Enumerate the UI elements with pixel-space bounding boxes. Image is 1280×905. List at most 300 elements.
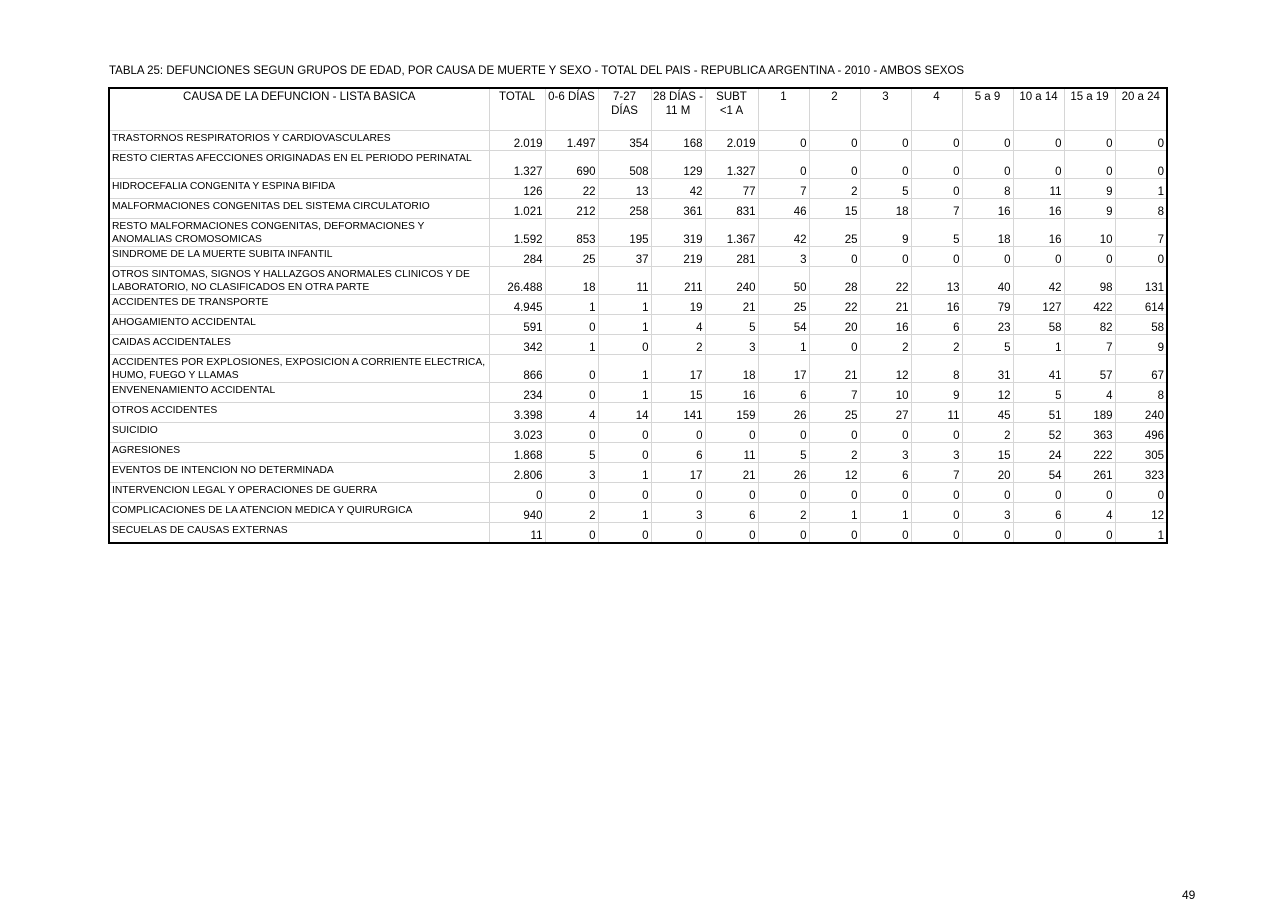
value-cell: 0 [911,179,962,199]
value-cell: 354 [598,131,651,151]
value-cell: 2 [809,179,860,199]
value-cell: 21 [705,463,758,483]
value-cell: 10 [1064,219,1115,247]
value-cell: 5 [758,443,809,463]
column-header: 2 [809,88,860,131]
value-cell: 26 [758,463,809,483]
table-row [109,423,1167,443]
value-cell: 5 [1013,383,1064,403]
cause-cell: TRASTORNOS RESPIRATORIOS Y CARDIOVASCULARES [109,131,489,151]
value-cell: 5 [545,443,598,463]
value-cell: 42 [758,219,809,247]
value-cell: 0 [809,131,860,151]
value-cell: 25 [758,295,809,315]
value-cell: 7 [1115,219,1167,247]
table-row [109,151,1167,179]
value-cell: 0 [911,247,962,267]
value-cell: 0 [1064,131,1115,151]
value-cell: 12 [1115,503,1167,523]
value-cell: 20 [962,463,1013,483]
cause-cell: INTERVENCION LEGAL Y OPERACIONES DE GUERRA [109,483,489,503]
table-row [109,315,1167,335]
value-cell: 11 [911,403,962,423]
value-cell: 0 [598,523,651,544]
value-cell: 50 [758,267,809,295]
value-cell: 131 [1115,267,1167,295]
value-cell: 14 [598,403,651,423]
value-cell: 3.398 [489,403,545,423]
value-cell: 13 [911,267,962,295]
value-cell: 4 [1064,503,1115,523]
value-cell: 0 [911,423,962,443]
value-cell: 16 [911,295,962,315]
value-cell: 3 [651,503,705,523]
value-cell: 20 [809,315,860,335]
value-cell: 6 [1013,503,1064,523]
value-cell: 3 [911,443,962,463]
column-header: 20 a 24 [1115,88,1167,131]
value-cell: 319 [651,219,705,247]
value-cell: 0 [911,131,962,151]
value-cell: 0 [809,151,860,179]
column-header: CAUSA DE LA DEFUNCION - LISTA BASICA [109,88,489,131]
value-cell: 42 [1013,267,1064,295]
value-cell: 12 [962,383,1013,403]
value-cell: 19 [651,295,705,315]
value-cell: 1.497 [545,131,598,151]
value-cell: 40 [962,267,1013,295]
value-cell: 15 [651,383,705,403]
cause-cell: ACCIDENTES DE TRANSPORTE [109,295,489,315]
cause-cell: CAIDAS ACCIDENTALES [109,335,489,355]
cause-cell: SECUELAS DE CAUSAS EXTERNAS [109,523,489,544]
cause-cell: HIDROCEFALIA CONGENITA Y ESPINA BIFIDA [109,179,489,199]
value-cell: 16 [705,383,758,403]
value-cell: 0 [809,247,860,267]
value-cell: 7 [1064,335,1115,355]
table-row [109,179,1167,199]
value-cell: 77 [705,179,758,199]
value-cell: 496 [1115,423,1167,443]
value-cell: 219 [651,247,705,267]
column-header: 10 a 14 [1013,88,1064,131]
value-cell: 2.019 [705,131,758,151]
value-cell: 6 [758,383,809,403]
value-cell: 2 [758,503,809,523]
value-cell: 0 [860,247,911,267]
value-cell: 0 [545,423,598,443]
column-header: 0-6 DÍAS [545,88,598,131]
value-cell: 0 [962,523,1013,544]
value-cell: 0 [1013,483,1064,503]
value-cell: 1 [1115,523,1167,544]
value-cell: 853 [545,219,598,247]
value-cell: 16 [1013,219,1064,247]
value-cell: 7 [758,179,809,199]
value-cell: 9 [1064,199,1115,219]
cause-cell: SINDROME DE LA MUERTE SUBITA INFANTIL [109,247,489,267]
value-cell: 6 [911,315,962,335]
value-cell: 0 [1013,247,1064,267]
value-cell: 0 [758,131,809,151]
cause-cell: OTROS ACCIDENTES [109,403,489,423]
table-row [109,335,1167,355]
column-header: 7-27 DÍAS [598,88,651,131]
value-cell: 9 [911,383,962,403]
value-cell: 11 [705,443,758,463]
column-header: 5 a 9 [962,88,1013,131]
value-cell: 0 [489,483,545,503]
value-cell: 8 [962,179,1013,199]
value-cell: 0 [545,483,598,503]
value-cell: 17 [651,463,705,483]
column-header: 1 [758,88,809,131]
value-cell: 3 [545,463,598,483]
value-cell: 0 [705,423,758,443]
value-cell: 22 [860,267,911,295]
value-cell: 54 [1013,463,1064,483]
table-row [109,463,1167,483]
value-cell: 0 [860,423,911,443]
value-cell: 57 [1064,355,1115,383]
value-cell: 1 [598,295,651,315]
value-cell: 52 [1013,423,1064,443]
deaths-table [108,87,1168,544]
value-cell: 9 [860,219,911,247]
cause-cell: MALFORMACIONES CONGENITAS DEL SISTEMA CIRCULATORIO [109,199,489,219]
value-cell: 614 [1115,295,1167,315]
value-cell: 42 [651,179,705,199]
value-cell: 5 [911,219,962,247]
value-cell: 0 [809,335,860,355]
value-cell: 3 [860,443,911,463]
column-header: TOTAL [489,88,545,131]
value-cell: 0 [545,355,598,383]
value-cell: 0 [598,423,651,443]
cause-cell: AGRESIONES [109,443,489,463]
value-cell: 2 [911,335,962,355]
table-row [109,295,1167,315]
value-cell: 0 [1064,151,1115,179]
value-cell: 1 [860,503,911,523]
value-cell: 0 [651,423,705,443]
value-cell: 363 [1064,423,1115,443]
value-cell: 0 [598,335,651,355]
value-cell: 22 [809,295,860,315]
value-cell: 12 [809,463,860,483]
value-cell: 4 [545,403,598,423]
value-cell: 0 [651,523,705,544]
value-cell: 0 [1013,523,1064,544]
value-cell: 26 [758,403,809,423]
cause-cell: RESTO MALFORMACIONES CONGENITAS, DEFORMACIONES Y ANOMALIAS CROMOSOMICAS [109,219,489,247]
value-cell: 0 [962,131,1013,151]
value-cell: 831 [705,199,758,219]
value-cell: 141 [651,403,705,423]
value-cell: 82 [1064,315,1115,335]
table-row [109,483,1167,503]
value-cell: 240 [1115,403,1167,423]
value-cell: 211 [651,267,705,295]
value-cell: 422 [1064,295,1115,315]
value-cell: 18 [705,355,758,383]
value-cell: 2.019 [489,131,545,151]
table-row [109,199,1167,219]
value-cell: 15 [962,443,1013,463]
value-cell: 7 [911,199,962,219]
value-cell: 2 [545,503,598,523]
value-cell: 222 [1064,443,1115,463]
value-cell: 11 [1013,179,1064,199]
value-cell: 45 [962,403,1013,423]
value-cell: 1 [809,503,860,523]
value-cell: 3 [705,335,758,355]
table-row [109,403,1167,423]
value-cell: 866 [489,355,545,383]
value-cell: 508 [598,151,651,179]
value-cell: 129 [651,151,705,179]
table-row [109,247,1167,267]
value-cell: 16 [1013,199,1064,219]
value-cell: 54 [758,315,809,335]
value-cell: 17 [651,355,705,383]
value-cell: 0 [1013,151,1064,179]
value-cell: 1 [545,335,598,355]
value-cell: 0 [860,523,911,544]
value-cell: 0 [598,483,651,503]
value-cell: 13 [598,179,651,199]
value-cell: 16 [860,315,911,335]
value-cell: 2.806 [489,463,545,483]
value-cell: 0 [545,523,598,544]
value-cell: 21 [860,295,911,315]
value-cell: 0 [598,443,651,463]
value-cell: 127 [1013,295,1064,315]
value-cell: 17 [758,355,809,383]
value-cell: 0 [1115,131,1167,151]
value-cell: 58 [1115,315,1167,335]
value-cell: 168 [651,131,705,151]
value-cell: 0 [809,423,860,443]
value-cell: 1.868 [489,443,545,463]
value-cell: 0 [860,131,911,151]
value-cell: 24 [1013,443,1064,463]
value-cell: 323 [1115,463,1167,483]
value-cell: 12 [860,355,911,383]
value-cell: 234 [489,383,545,403]
value-cell: 1.327 [705,151,758,179]
cause-cell: SUICIDIO [109,423,489,443]
value-cell: 0 [758,151,809,179]
value-cell: 342 [489,335,545,355]
value-cell: 0 [705,523,758,544]
value-cell: 0 [1064,483,1115,503]
cause-cell: OTROS SINTOMAS, SIGNOS Y HALLAZGOS ANORMALES CLINICOS Y DE LABORATORIO, NO CLASIFICADOS EN OTRA PARTE [109,267,489,295]
value-cell: 1 [1013,335,1064,355]
table-row [109,355,1167,383]
value-cell: 10 [860,383,911,403]
value-cell: 0 [1115,483,1167,503]
value-cell: 5 [705,315,758,335]
value-cell: 0 [911,151,962,179]
value-cell: 41 [1013,355,1064,383]
value-cell: 0 [962,483,1013,503]
value-cell: 7 [911,463,962,483]
column-header: 4 [911,88,962,131]
value-cell: 7 [809,383,860,403]
value-cell: 6 [651,443,705,463]
value-cell: 361 [651,199,705,219]
column-header: 15 a 19 [1064,88,1115,131]
value-cell: 46 [758,199,809,219]
column-header: 3 [860,88,911,131]
table-row [109,267,1167,295]
value-cell: 31 [962,355,1013,383]
value-cell: 9 [1064,179,1115,199]
value-cell: 1.592 [489,219,545,247]
table-row [109,219,1167,247]
table-title: TABLA 25: DEFUNCIONES SEGUN GRUPOS DE EDAD, POR CAUSA DE MUERTE Y SEXO - TOTAL DEL PAIS - REPUBLICA ARGENTINA - 2010 - AMBOS SEXOS [109,65,965,77]
value-cell: 18 [962,219,1013,247]
value-cell: 0 [911,503,962,523]
table-row [109,523,1167,544]
value-cell: 28 [809,267,860,295]
value-cell: 1.021 [489,199,545,219]
value-cell: 0 [758,423,809,443]
cause-cell: COMPLICACIONES DE LA ATENCION MEDICA Y QUIRURGICA [109,503,489,523]
value-cell: 284 [489,247,545,267]
value-cell: 940 [489,503,545,523]
value-cell: 1.367 [705,219,758,247]
value-cell: 51 [1013,403,1064,423]
value-cell: 0 [962,247,1013,267]
value-cell: 305 [1115,443,1167,463]
table-row [109,443,1167,463]
value-cell: 1 [598,315,651,335]
value-cell: 0 [705,483,758,503]
value-cell: 0 [911,483,962,503]
value-cell: 25 [809,219,860,247]
value-cell: 1.327 [489,151,545,179]
value-cell: 67 [1115,355,1167,383]
value-cell: 0 [1115,151,1167,179]
value-cell: 281 [705,247,758,267]
value-cell: 27 [860,403,911,423]
table-row [109,503,1167,523]
value-cell: 3 [758,247,809,267]
value-cell: 0 [1064,247,1115,267]
table-body [109,131,1167,544]
value-cell: 0 [758,523,809,544]
value-cell: 23 [962,315,1013,335]
value-cell: 189 [1064,403,1115,423]
value-cell: 1 [598,463,651,483]
value-cell: 25 [545,247,598,267]
value-cell: 2 [962,423,1013,443]
value-cell: 0 [962,151,1013,179]
value-cell: 1 [598,383,651,403]
value-cell: 2 [809,443,860,463]
value-cell: 98 [1064,267,1115,295]
value-cell: 37 [598,247,651,267]
value-cell: 1 [598,503,651,523]
value-cell: 11 [489,523,545,544]
value-cell: 0 [1013,131,1064,151]
column-header: SUBT <1 A [705,88,758,131]
cause-cell: ACCIDENTES POR EXPLOSIONES, EXPOSICION A CORRIENTE ELECTRICA, HUMO, FUEGO Y LLAMAS [109,355,489,383]
value-cell: 9 [1115,335,1167,355]
value-cell: 195 [598,219,651,247]
value-cell: 0 [809,523,860,544]
cause-cell: EVENTOS DE INTENCION NO DETERMINADA [109,463,489,483]
value-cell: 15 [809,199,860,219]
value-cell: 0 [545,383,598,403]
value-cell: 4 [1064,383,1115,403]
value-cell: 1 [1115,179,1167,199]
header-row [109,88,1167,131]
value-cell: 21 [705,295,758,315]
value-cell: 0 [545,315,598,335]
value-cell: 0 [860,483,911,503]
cause-cell: AHOGAMIENTO ACCIDENTAL [109,315,489,335]
value-cell: 8 [911,355,962,383]
value-cell: 1 [545,295,598,315]
value-cell: 4 [651,315,705,335]
value-cell: 159 [705,403,758,423]
value-cell: 258 [598,199,651,219]
value-cell: 0 [1115,247,1167,267]
value-cell: 79 [962,295,1013,315]
value-cell: 22 [545,179,598,199]
value-cell: 126 [489,179,545,199]
value-cell: 240 [705,267,758,295]
column-header: 28 DÍAS - 11 M [651,88,705,131]
value-cell: 3.023 [489,423,545,443]
value-cell: 26.488 [489,267,545,295]
table-row [109,383,1167,403]
value-cell: 0 [809,483,860,503]
value-cell: 16 [962,199,1013,219]
value-cell: 4.945 [489,295,545,315]
value-cell: 5 [860,179,911,199]
value-cell: 6 [705,503,758,523]
value-cell: 18 [545,267,598,295]
value-cell: 25 [809,403,860,423]
value-cell: 0 [911,523,962,544]
value-cell: 5 [962,335,1013,355]
page-number: 49 [1182,888,1196,902]
value-cell: 11 [598,267,651,295]
value-cell: 261 [1064,463,1115,483]
value-cell: 2 [651,335,705,355]
value-cell: 18 [860,199,911,219]
value-cell: 0 [860,151,911,179]
value-cell: 8 [1115,383,1167,403]
value-cell: 0 [1064,523,1115,544]
value-cell: 690 [545,151,598,179]
value-cell: 0 [758,483,809,503]
value-cell: 0 [651,483,705,503]
cause-cell: ENVENENAMIENTO ACCIDENTAL [109,383,489,403]
value-cell: 1 [598,355,651,383]
table-row [109,131,1167,151]
value-cell: 8 [1115,199,1167,219]
value-cell: 212 [545,199,598,219]
value-cell: 2 [860,335,911,355]
value-cell: 58 [1013,315,1064,335]
value-cell: 1 [758,335,809,355]
value-cell: 21 [809,355,860,383]
